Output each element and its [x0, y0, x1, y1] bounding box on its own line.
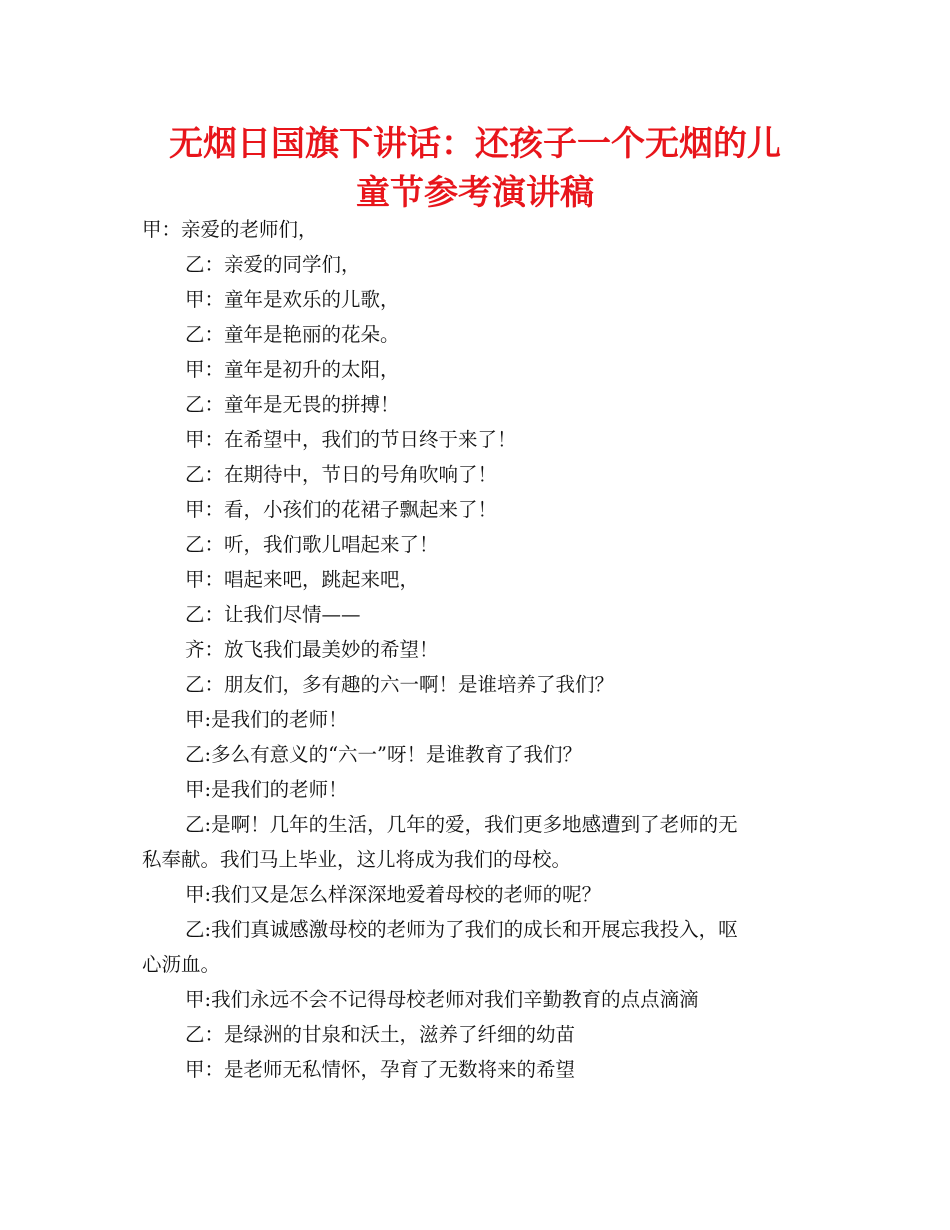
document-title [130, 120, 820, 218]
paragraph-line: 私奉献。我们马上毕业，这儿将成为我们的母校。 [142, 848, 572, 871]
paragraph-line: 乙:我们真诚感激母校的老师为了我们的成长和开展忘我投入，呕 [185, 918, 738, 941]
dialogue-line: 乙：是绿洲的甘泉和沃土，滋养了纤细的幼苗 [185, 1023, 576, 1046]
dialogue-line: 甲：亲爱的老师们， [142, 218, 318, 241]
dialogue-line: 甲：童年是初升的太阳， [185, 358, 400, 381]
speech-body [142, 212, 812, 1087]
dialogue-line: 乙：童年是无畏的拼搏！ [185, 393, 400, 416]
dialogue-line: 乙：在期待中，节日的号角吹响了！ [185, 463, 498, 486]
dialogue-line: 甲：是老师无私情怀，孕育了无数将来的希望 [185, 1058, 576, 1081]
dialogue-line: 乙：童年是艳丽的花朵。 [185, 323, 400, 346]
title-line-2: 童节参考演讲稿 [356, 173, 594, 213]
dialogue-line: 齐：放飞我们最美妙的希望！ [185, 638, 439, 661]
dialogue-line: 乙：让我们尽情—— [185, 603, 361, 626]
dialogue-line: 甲：唱起来吧，跳起来吧， [185, 568, 420, 591]
dialogue-line: 甲：童年是欢乐的儿歌， [185, 288, 400, 311]
dialogue-line: 甲：在希望中，我们的节日终于来了！ [185, 428, 517, 451]
dialogue-line: 乙：听，我们歌儿唱起来了！ [185, 533, 439, 556]
dialogue-line: 甲:我们永远不会不记得母校老师对我们辛勤教育的点点滴滴 [185, 988, 699, 1011]
dialogue-line: 乙:多么有意义的“六一”呀！是谁教育了我们？ [185, 743, 583, 766]
dialogue-line: 乙：亲爱的同学们， [185, 253, 361, 276]
dialogue-line: 甲:我们又是怎么样深深地爱着母校的老师的呢？ [185, 883, 602, 906]
dialogue-line: 乙：朋友们，多有趣的六一啊！是谁培养了我们？ [185, 673, 615, 696]
dialogue-line: 甲:是我们的老师！ [185, 778, 348, 801]
paragraph-line: 乙:是啊！几年的生活，几年的爱，我们更多地感遭到了老师的无 [185, 813, 738, 836]
title-line-1: 无烟日国旗下讲话：还孩子一个无烟的儿 [169, 124, 781, 164]
dialogue-line: 甲:是我们的老师！ [185, 708, 348, 731]
paragraph-line: 心沥血。 [142, 953, 221, 976]
dialogue-line: 甲：看，小孩们的花裙子飘起来了！ [185, 498, 498, 521]
